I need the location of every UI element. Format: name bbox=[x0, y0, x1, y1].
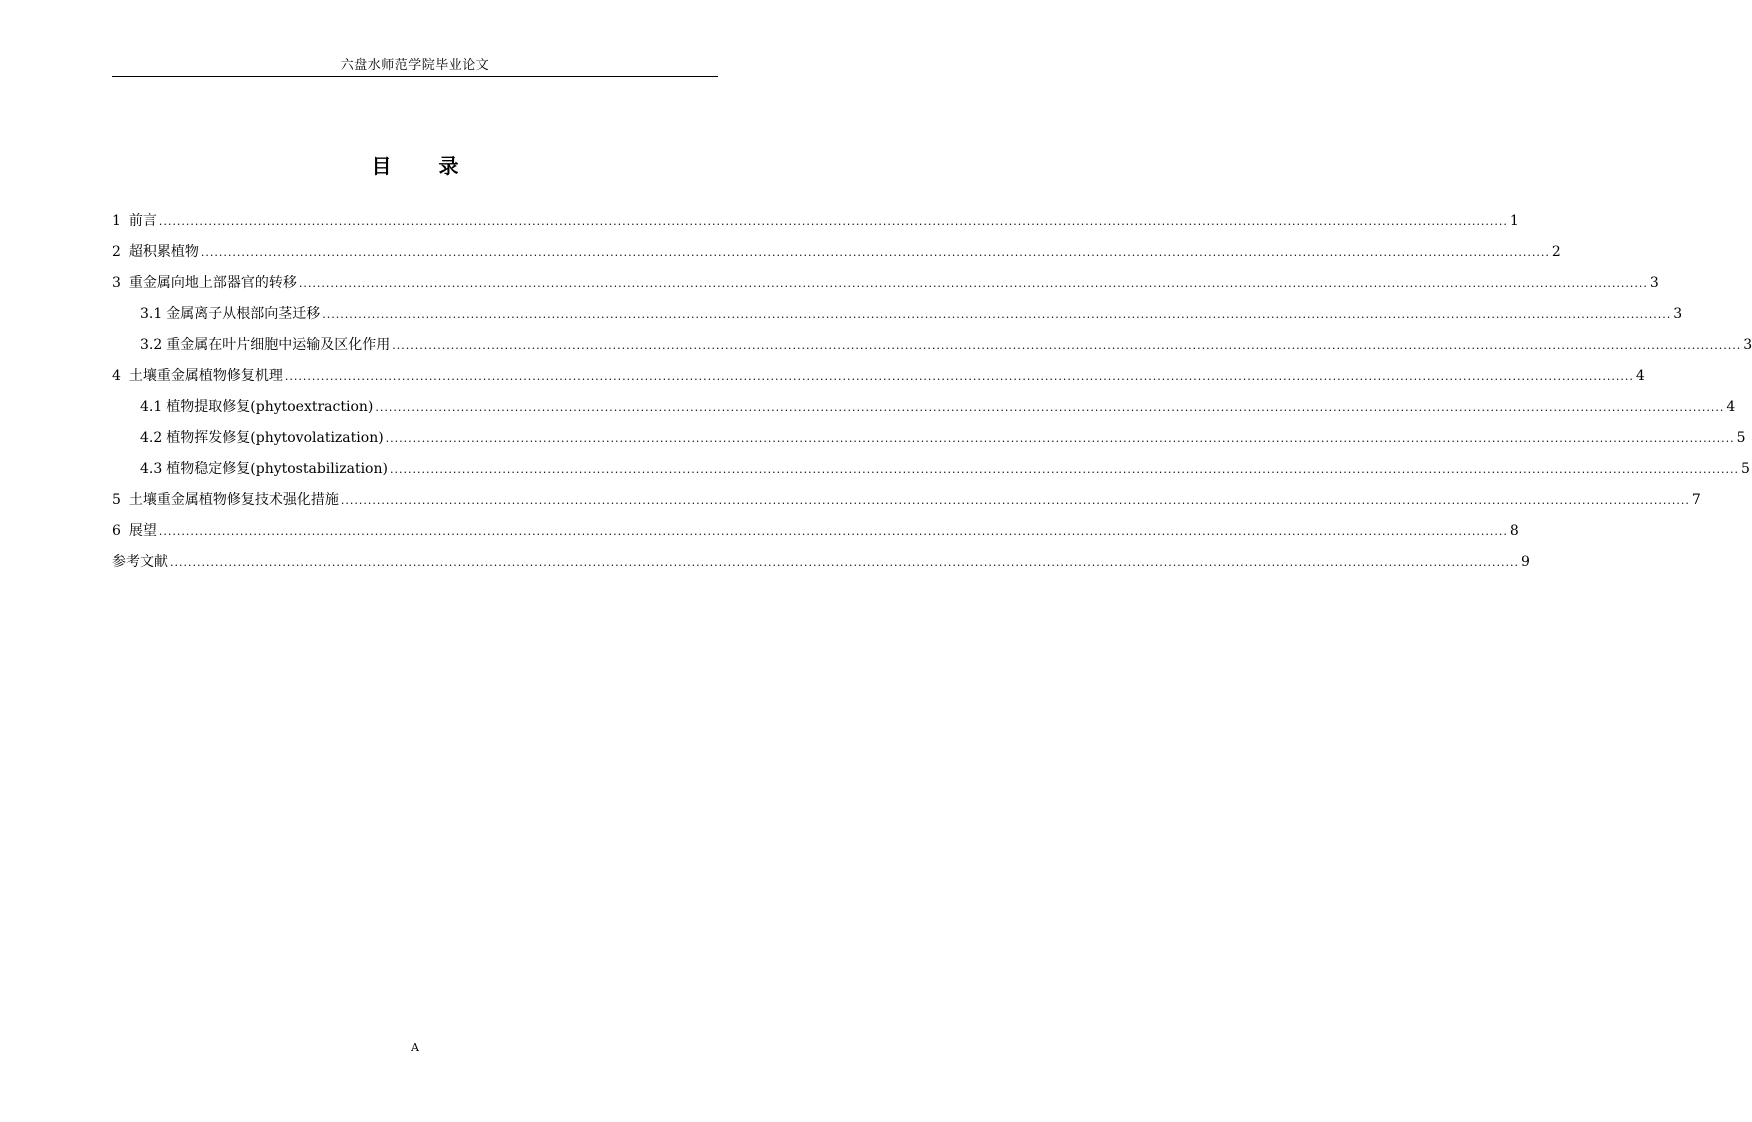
toc-dot-leader: ............................................................................................................................................................................................................................................................................................................ bbox=[389, 463, 1739, 476]
toc-dot-leader: ............................................................................................................................................................................................................................................................................................................ bbox=[200, 246, 1550, 259]
page-number: A bbox=[411, 1041, 419, 1054]
toc-entry-label: 土壤重金属植物修复技术强化措施 bbox=[128, 492, 339, 508]
toc-entry-page: 3 bbox=[1743, 337, 1752, 353]
toc-entry-page: 3 bbox=[1649, 275, 1659, 291]
toc-entry-references[interactable] bbox=[112, 552, 1530, 583]
toc-dot-leader: ............................................................................................................................................................................................................................................................................................................ bbox=[322, 308, 1672, 321]
toc-entry-page: 8 bbox=[1509, 523, 1519, 539]
toc-entry-page: 3 bbox=[1673, 306, 1683, 322]
toc-entry-3[interactable] bbox=[112, 273, 1659, 304]
toc-list bbox=[112, 211, 1752, 583]
toc-entry-label: 超积累植物 bbox=[128, 244, 199, 260]
toc-entry-number: 3.2 bbox=[140, 337, 163, 353]
toc-entry-number: 5 bbox=[112, 492, 121, 508]
toc-entry-label: 土壤重金属植物修复机理 bbox=[128, 368, 283, 384]
toc-dot-leader: ............................................................................................................................................................................................................................................................................................................ bbox=[298, 277, 1648, 290]
toc-entry-page: 2 bbox=[1551, 244, 1561, 260]
toc-entry-4-2[interactable] bbox=[112, 428, 1746, 459]
toc-entry-3-2[interactable] bbox=[112, 335, 1752, 366]
toc-entry-4[interactable] bbox=[112, 366, 1645, 397]
toc-entry-number: 4 bbox=[112, 368, 121, 384]
toc-entry-number: 2 bbox=[112, 244, 121, 260]
toc-entry-page: 4 bbox=[1635, 368, 1645, 384]
toc-entry-number: 4.3 bbox=[140, 461, 163, 477]
toc-entry-page: 4 bbox=[1726, 399, 1736, 415]
toc-entry-page: 7 bbox=[1691, 492, 1701, 508]
toc-entry-label: 重金属在叶片细胞中运输及区化作用 bbox=[166, 337, 391, 353]
toc-dot-leader: ............................................................................................................................................................................................................................................................................................................ bbox=[375, 401, 1725, 414]
toc-entry-page: 5 bbox=[1736, 430, 1746, 446]
toc-entry-3-1[interactable] bbox=[112, 304, 1683, 335]
toc-entry-number: 4.1 bbox=[140, 399, 163, 415]
toc-dot-leader: ............................................................................................................................................................................................................................................................................................................ bbox=[170, 556, 1519, 569]
toc-entry-page: 1 bbox=[1509, 213, 1519, 229]
toc-dot-leader: ............................................................................................................................................................................................................................................................................................................ bbox=[340, 494, 1690, 507]
toc-dot-leader: ............................................................................................................................................................................................................................................................................................................ bbox=[284, 370, 1634, 383]
toc-entry-number: 3 bbox=[112, 275, 121, 291]
toc-entry-label: 植物稳定修复(phytostabilization) bbox=[166, 461, 388, 477]
page-header: 六盘水师范学院毕业论文 bbox=[340, 58, 490, 73]
toc-dot-leader: ............................................................................................................................................................................................................................................................................................................ bbox=[385, 432, 1735, 445]
toc-entry-4-3[interactable] bbox=[112, 459, 1750, 490]
toc-entry-6[interactable] bbox=[112, 521, 1519, 552]
toc-entry-number: 3.1 bbox=[140, 306, 163, 322]
toc-entry-label: 植物挥发修复(phytovolatization) bbox=[166, 430, 384, 446]
toc-dot-leader: ............................................................................................................................................................................................................................................................................................................ bbox=[392, 339, 1742, 352]
toc-entry-number: 4.2 bbox=[140, 430, 163, 446]
toc-title: 目 录 bbox=[371, 154, 479, 178]
toc-entry-label: 重金属向地上部器官的转移 bbox=[128, 275, 297, 291]
toc-entry-label: 金属离子从根部向茎迁移 bbox=[166, 306, 321, 322]
toc-entry-number: 6 bbox=[112, 523, 121, 539]
toc-entry-label: 参考文献 bbox=[112, 554, 168, 570]
toc-entry-1[interactable] bbox=[112, 211, 1519, 242]
toc-entry-2[interactable] bbox=[112, 242, 1561, 273]
toc-entry-label: 展望 bbox=[128, 523, 157, 539]
toc-entry-page: 5 bbox=[1740, 461, 1750, 477]
toc-entry-4-1[interactable] bbox=[112, 397, 1736, 428]
toc-dot-leader: ............................................................................................................................................................................................................................................................................................................ bbox=[158, 215, 1508, 228]
toc-dot-leader: ............................................................................................................................................................................................................................................................................................................ bbox=[158, 525, 1508, 538]
header-rule bbox=[112, 76, 718, 77]
toc-entry-page: 9 bbox=[1520, 554, 1530, 570]
toc-entry-label: 植物提取修复(phytoextraction) bbox=[166, 399, 374, 415]
toc-entry-label: 前言 bbox=[128, 213, 157, 229]
toc-entry-5[interactable] bbox=[112, 490, 1701, 521]
toc-entry-number: 1 bbox=[112, 213, 121, 229]
